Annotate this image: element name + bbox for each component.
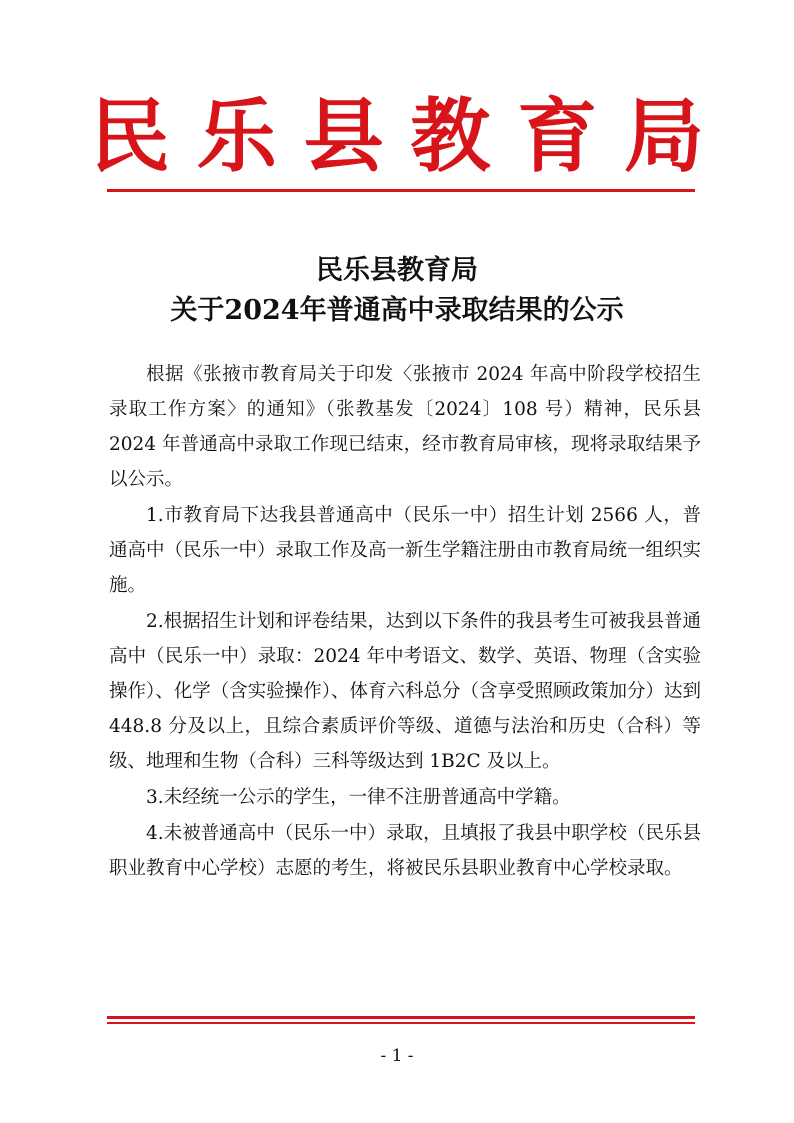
body-paragraph: 3.未经统一公示的学生，一律不注册普通高中学籍。 xyxy=(146,787,571,808)
body-paragraph: 2.根据招生计划和评卷结果，达到以下条件的我县考生可被我县普通高中（民乐一中）录取：2024 年中考语文、数学、英语、物理（含实验操作）、化学（含实验操作）、体育六科总分（含享受照顾政策加分）达到 448.8 分及以上，且综合素质评价等级、道德与法治和历史（合科）等级、地理和生物（合科）三科等级达到 1B2C 及以上。 xyxy=(109,611,702,772)
masthead-char: 育 xyxy=(517,89,598,183)
document-title-line-2: 关于2024年普通高中录取结果的公示 xyxy=(170,295,624,326)
masthead-char: 县 xyxy=(303,89,384,183)
body-paragraph: 根据《张掖市教育局关于印发〈张掖市 2024 年高中阶段学校招生录取工作方案〉的通知》（张教基发〔2024〕108 号）精神，民乐县 2024 年普通高中录取工作现已结束，经市教育局审核，现将录取结果予以公示。 xyxy=(109,364,701,490)
masthead-char: 教 xyxy=(410,89,491,183)
footer-divider-thick xyxy=(107,1016,695,1019)
masthead xyxy=(90,88,704,184)
masthead-char: 民 xyxy=(90,89,170,183)
masthead-char: 局 xyxy=(623,89,704,183)
masthead-divider xyxy=(107,189,695,192)
page-number: - 1 - xyxy=(380,1046,414,1066)
masthead-char: 乐 xyxy=(196,89,277,183)
body-paragraph: 1.市教育局下达我县普通高中（民乐一中）招生计划 2566 人，普通高中（民乐一中）录取工作及高一新生学籍注册由市教育局统一组织实施。 xyxy=(109,505,702,596)
footer-divider-thin xyxy=(107,1022,695,1024)
body-paragraph: 4.未被普通高中（民乐一中）录取，且填报了我县中职学校（民乐县职业教育中心学校）志愿的考生，将被民乐县职业教育中心学校录取。 xyxy=(109,823,701,879)
document-title-line-1: 民乐县教育局 xyxy=(316,255,478,286)
document-body xyxy=(109,357,701,887)
